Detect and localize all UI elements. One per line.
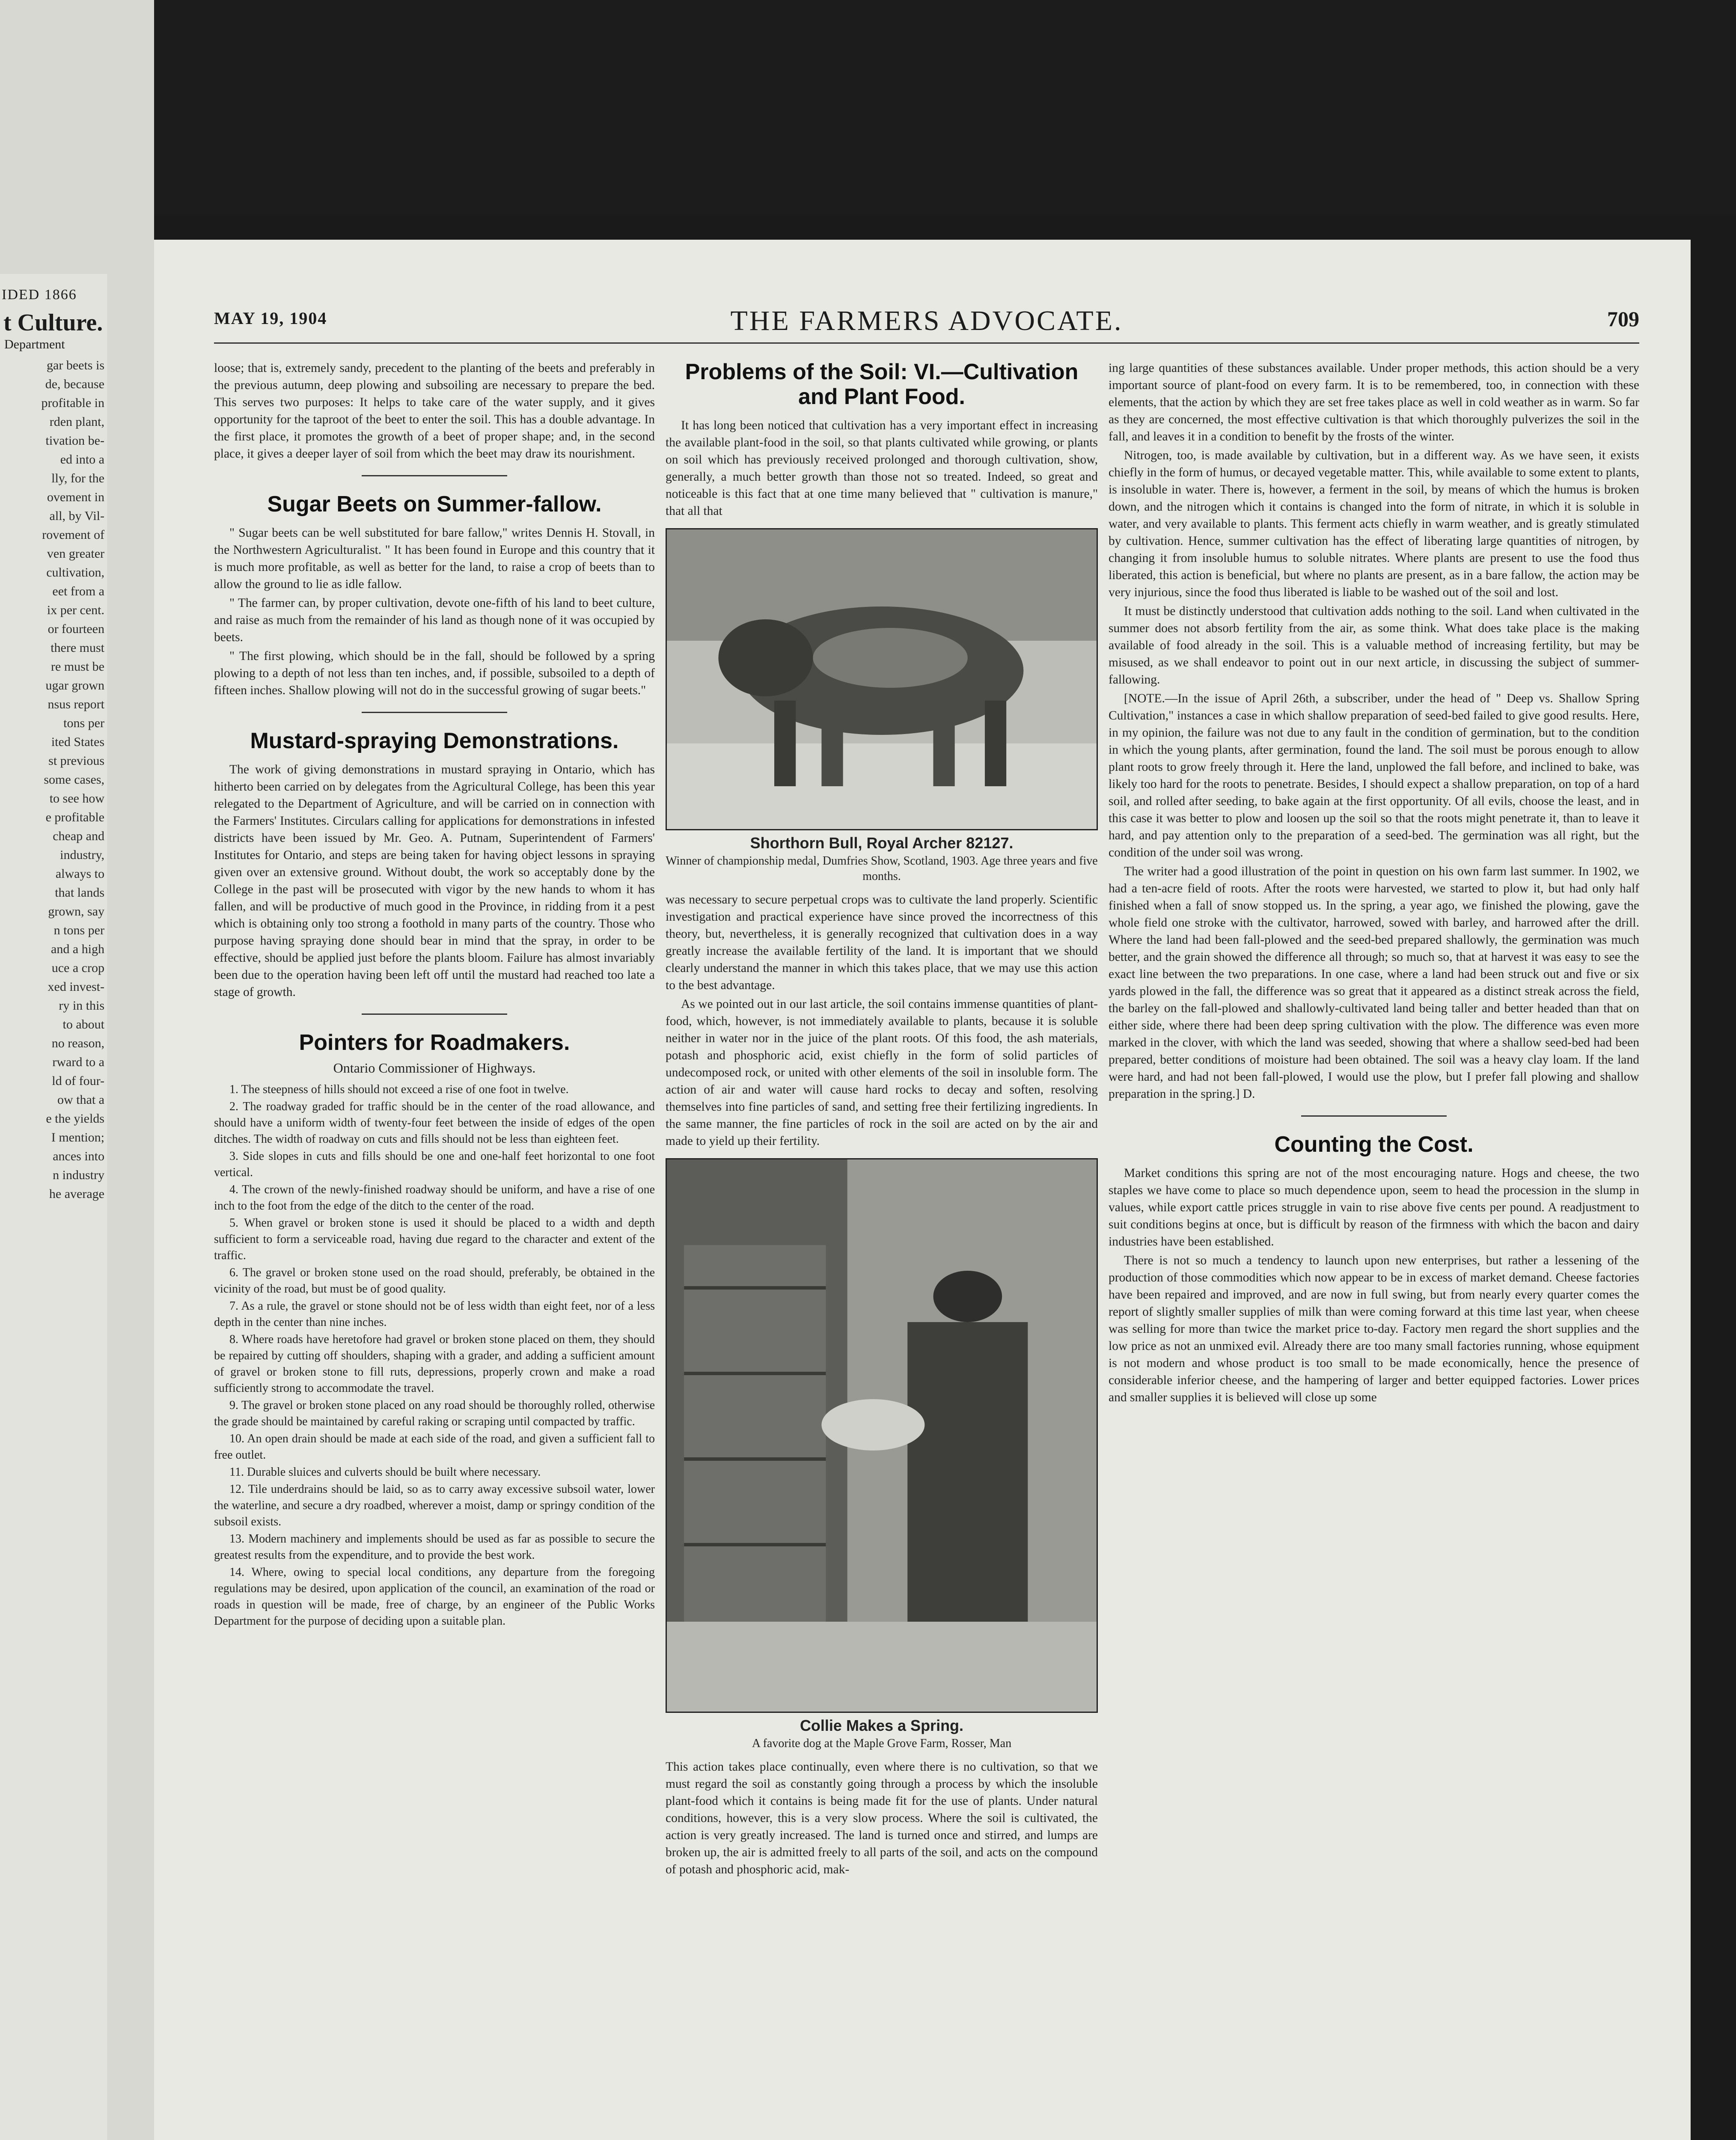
figure-collie	[666, 1158, 1098, 1751]
text-fragment: uce a crop	[51, 961, 104, 975]
list-item: 4. The crown of the newly-finished roadway should be uniform, and have a rise of one inch to the foot from the edge of the ditch to the center of the road.	[214, 1183, 655, 1213]
text-fragment: gar beets is	[47, 358, 104, 372]
divider	[362, 1014, 507, 1015]
previous-page-subheading: Department	[4, 337, 65, 351]
list-item: 1. The steepness of hills should not exceed a rise of one foot in twelve.	[229, 1083, 569, 1096]
text-fragment: I mention;	[51, 1130, 104, 1144]
figure-bull	[666, 528, 1098, 884]
issue-date: MAY 19, 1904	[214, 309, 327, 328]
column-right	[1109, 360, 1639, 1408]
text-fragment: e the yields	[46, 1112, 104, 1126]
text-fragment: ry in this	[59, 999, 104, 1013]
text-fragment: ugar grown	[45, 678, 104, 693]
text-fragment: st previous	[48, 754, 104, 768]
article-paragraph: " The farmer can, by proper cultivation, devote one-fifth of his land to beet culture, and raise as much from the remainder of his land as though none of it was occupied by beets.	[214, 596, 655, 644]
text-fragment: no reason,	[51, 1036, 104, 1050]
text-fragment: ow that a	[57, 1093, 104, 1107]
article-title-summer-fallow: Sugar Beets on Summer-fallow.	[267, 492, 602, 517]
list-item: 14. Where, owing to special local conditions, any departure from the foregoing regulations may be desired, upon application of the council, an examination of the road or roads in question will be made, free of charge, by an engineer of the Public Works Department for the purpose of deciding upon a suitable plan.	[214, 1566, 655, 1628]
article-paragraph: It has long been noticed that cultivation has a very important effect in increasing the available plant-food in the soil, so that plants cultivated while growing, or plants on soil which has previously received prolonged and thorough cultivation, show, generally, a much better growth than those not so treated. Indeed, so great and noticeable is this fact that at one time many believed that " cultivation is manure," that all that	[666, 419, 1098, 518]
text-fragment: n tons per	[54, 923, 104, 937]
roadmaker-rules-list	[214, 1082, 655, 1629]
text-fragment: tons per	[63, 716, 104, 730]
text-fragment: some cases,	[44, 773, 104, 787]
text-fragment: cultivation,	[46, 565, 104, 580]
list-item: 13. Modern machinery and implements should be used as far as possible to secure the greatest results from the expenditure, and to provide the best work.	[214, 1532, 655, 1562]
figure-caption: Collie Makes a Spring.	[800, 1717, 964, 1734]
figure-subcaption: A favorite dog at the Maple Grove Farm, Rosser, Man	[752, 1737, 1012, 1750]
running-head	[214, 305, 1639, 344]
article-paragraph: This action takes place continually, even where there is no cultivation, so that we must regard the soil as constantly going through a process by which the insoluble plant-food which it contains is being made fit for the use of plants. Under natural conditions, however, this is a very slow process. Where the soil is cultivated, the action is very greatly increased. The land is turned once and stirred, and lumps are broken up, the air is admitted freely to all parts of the soil, and acts on the compound of potash and phosphoric acid, mak-	[666, 1760, 1098, 1876]
article-subtitle: Ontario Commissioner of Highways.	[333, 1060, 536, 1076]
list-item: 12. Tile underdrains should be laid, so as to carry away excessive subsoil water, lower the waterline, and secure a dry roadbed, wherever a moist, damp or springy condition of the subsoil exists.	[214, 1483, 655, 1528]
editor-note: The writer had a good illustration of the point in question on his own farm last summer. In 1902, we had a ten-acre field of roots. After the roots were harvested, we started to plow it, but had only half finished when a fall of snow stopped us. In the spring, a year ago, we finished the plowing, gave the whole field one stroke with the cultivator, harrowed, sowed with barley, and harrowed after the drill. Where the land had been fall-plowed and the seed-bed prepared shallowly, the germination was much better, and the grain showed the difference all through; so much so, that at harvest it was easy to see the exact line between the two preparations. In one case, where a land had been struck out and five or six yards plowed in the fall, the difference was so great that it appeared as a distinct streak across the field, the barley on the fall-plowed and shallowly-cultivated land being taller and better headed than that on either side, where there had been deep spring cultivation with the plow. The difference was even more marked in the clover, with which the land was seeded, showing that where a shallow seed-bed had been prepared, better conditions of moisture had been obtained. The soil was a heavy clay loam. If the land were hard, and had not been fall-plowed, I would use the plow, but I prefer fall plowing and shallow preparation in the spring.] D.	[1109, 865, 1639, 1101]
text-fragment: eet from a	[52, 584, 104, 598]
list-item: 10. An open drain should be made at each side of the road, and given a sufficient fall to free outlet.	[214, 1432, 655, 1462]
text-fragment: cheap and	[53, 829, 104, 843]
scan-top-band	[0, 0, 1736, 214]
list-item: 2. The roadway graded for traffic should be in the center of the road allowance, and should have a uniform width of twenty-four feet between the inside of edges of the open ditches. The width of roadway on cuts and fills should not be less than eighteen feet.	[214, 1100, 655, 1146]
previous-page-heading: t Culture.	[3, 309, 103, 336]
article-paragraph: ing large quantities of these substances available. Under proper methods, this action should be a very important source of plant-food on every farm. It is to be remembered, too, in connection with these elements, that the action by which they are set free takes place as well in cold weather as in warm. So far as they are concerned, the most effective cultivation is that which thoroughly pulverizes the soil in the fall, and leaves it in a condition to benefit by the frosts of the winter.	[1109, 361, 1639, 443]
text-fragment: lly, for the	[51, 471, 104, 485]
collie-illustration	[667, 1159, 1097, 1712]
text-fragment: to about	[62, 1017, 104, 1031]
text-fragment: xed invest-	[48, 980, 104, 994]
text-fragment: ed into a	[60, 452, 104, 467]
article-paragraph: " The first plowing, which should be in the fall, should be followed by a spring plowing to a depth of not less than ten inches, and, if possible, subsoiled to a depth of fifteen inches. Shallow plowing will not do in the successful growing of sugar beets."	[214, 649, 655, 697]
article-paragraph: loose; that is, extremely sandy, precedent to the planting of the beets and preferably in the previous autumn, deep plowing and subsoiling are necessary to prepare the bed. This serves two purposes: It helps to take care of the water supply, and it gives opportunity for the taproot of the beet to enter the soil. This has a double advantage. In the first place, it promotes the growth of a beet of proper shape; and, in the second place, it gives a deeper layer of soil from which the beet may draw its nourishment.	[214, 361, 655, 461]
text-fragment: to see how	[49, 791, 104, 805]
column-left	[214, 360, 655, 1630]
text-fragment: always to	[55, 867, 104, 881]
text-fragment: profitable in	[41, 396, 104, 410]
previous-page-header: IDED 1866	[2, 287, 77, 303]
text-fragment: grown, say	[48, 904, 104, 918]
article-paragraph: It must be distinctly understood that cultivation adds nothing to the soil. Land when cultivated in the summer does not absorb fertility from the air, as some think. What does take place is the making available of food already in the soil. This is a valuable method of increasing fertility, but may be misused, as we shall endeavor to point out in our next article, in discussing the subject of summer-fallowing.	[1109, 604, 1639, 687]
article-title-soil: Problems of the Soil: VI.—Cultivation and Plant Food.	[685, 360, 1079, 409]
article-paragraph: Market conditions this spring are not of the most encouraging nature. Hogs and cheese, the two staples we have come to place so much dependence upon, seem to head the procession in the slump in values, while export cattle prices struggle in vain to rise above five cents per pound. A readjustment to suit conditions begins at once, but is difficult by reason of the firmness with which the bacon and dairy industries have been established.	[1109, 1166, 1639, 1248]
text-fragment: ited States	[51, 735, 104, 749]
figure-subcaption: Winner of championship medal, Dumfries Show, Scotland, 1903. Age three years and five months.	[666, 854, 1098, 883]
bull-illustration	[667, 529, 1097, 829]
article-title-mustard: Mustard-spraying Demonstrations.	[250, 728, 619, 753]
text-fragment: and a high	[51, 942, 104, 956]
previous-page-text	[0, 352, 107, 1204]
editor-note: [NOTE.—In the issue of April 26th, a subscriber, under the head of " Deep vs. Shallow Spring Cultivation," instances a case in which shallow preparation of seed-bed failed to give good results. Here, in my opinion, the failure was not due to any fault in the condition of germination, but to the condition in which the young plants, after germination, found the land. The soil must be porous enough to allow plant roots to grow freely through it. Here the land, unplowed the fall before, and inclined to bake, was likely too hard for the roots to penetrate. Besides, I should expect a shallow preparation, on top of a hard soil, and rolled after seeding, to bake again at the first opportunity. Of all evils, choose the least, and in this case it was better to plow and loosen up the soil so that the roots might penetrate it, than to leave it hard, and pay attention only to the preparation of a seed-bed. The germination was all right, but the condition of the under soil was wrong.	[1109, 692, 1639, 859]
text-fragment: industry,	[60, 848, 104, 862]
text-fragment: nsus report	[48, 697, 104, 711]
text-fragment: rovement of	[42, 528, 104, 542]
text-fragment: or fourteen	[48, 622, 104, 636]
article-paragraph: As we pointed out in our last article, the soil contains immense quantities of plant-food, which, however, is not immediately available to plants, because it is soluble neither in water nor in the juice of the plant roots. Of this food, the ash materials, potash and phosphoric acid, exist chiefly in the form of solid particles of undecomposed rock, or united with other elements of the soil in insoluble form. The action of air and water will cause hard rocks to decay and soften, resolving themselves into fine particles of sand, and setting free their fertilizing ingredients. In the same manner, the fine particles of rock in the soil are acted on by the air and made to yield up their fertility.	[666, 997, 1098, 1148]
divider	[362, 712, 507, 713]
text-fragment: all, by Vil-	[49, 509, 104, 523]
article-paragraph: The work of giving demonstrations in mustard spraying in Ontario, which has hitherto been carried on by delegates from the Agricultural College, has been this year relegated to the Department of Agriculture, and will be carried on in connection with the Farmers' Institutes. Circulars calling for applications for demonstrations in infested districts have been issued by Mr. Geo. A. Putnam, Superintendent of Farmers' Institutes for Ontario, and steps are being taken for having object lessons in spraying given over an extensive ground. Without doubt, the work so acceptably done by the College in the past will be prosecuted with vigor by the new hands to whom it has fallen, and will be productive of much good in the Province, in ridding from it a pest which is obtaining only too strong a foothold in many parts of the country. Those who purpose having spraying done should bear in mind that the spray, in order to be effective, should be applied just before the plants bloom. Failure has almost invariably been due to the operation having been left off until the mustard had reached too late a stage of growth.	[214, 763, 655, 999]
text-fragment: ld of four-	[52, 1074, 104, 1088]
bull-photo	[666, 528, 1098, 830]
list-item: 11. Durable sluices and culverts should be built where necessary.	[229, 1465, 541, 1479]
text-fragment: re must be	[51, 660, 104, 674]
text-fragment: he average	[49, 1187, 104, 1201]
text-fragment: ix per cent.	[47, 603, 104, 617]
text-fragment: de, because	[45, 377, 104, 391]
page-number: 709	[1607, 307, 1639, 331]
article-paragraph: There is not so much a tendency to launch upon new enterprises, but rather a lessening of the production of those commodities which now appear to be in excess of market demand. Cheese factories have been repaired and improved, and are now in full swing, but from nearly every quarter comes the report of slightly smaller supplies of milk than were coming forward at this time last year, when cheese was selling for more than twice the market price to-day. Factory men regard the short supplies and the low price as not an unmixed evil. Already there are too many small factories running, whose equipment is not modern and whose product is too small to be made economically, hence the presence of considerable inferior cheese, and the hampering of larger and better equipped factories. Lower prices and smaller supplies it is believed will close up some	[1109, 1254, 1639, 1404]
text-fragment: ances into	[53, 1149, 104, 1163]
list-item: 8. Where roads have heretofore had gravel or broken stone placed on them, they should be repaired by cutting off shoulders, shaping with a grader, and adding a sufficient amount of gravel or broken stone to fill ruts, depressions, properly crown and make a road sufficiently strong to accommodate the travel.	[214, 1333, 655, 1395]
text-fragment: e profitable	[45, 810, 104, 824]
divider	[1301, 1115, 1447, 1117]
text-fragment: ven greater	[47, 547, 104, 561]
text-fragment: ovement in	[47, 490, 104, 504]
list-item: 3. Side slopes in cuts and fills should be one and one-half feet horizontal to one foot vertical.	[214, 1150, 655, 1179]
article-title-cost: Counting the Cost.	[1274, 1132, 1474, 1157]
previous-page-edge	[0, 274, 107, 2140]
text-fragment: there must	[51, 641, 104, 655]
text-fragment: rden plant,	[49, 415, 104, 429]
collie-photo	[666, 1158, 1098, 1713]
list-item: 9. The gravel or broken stone placed on any road should be thoroughly rolled, otherwise the grade should be maintained by careful raking or scraping until compacted by traffic.	[214, 1399, 655, 1428]
list-item: 6. The gravel or broken stone used on the road should, preferably, be obtained in the vicinity of the road, but must be of good quality.	[214, 1266, 655, 1296]
text-fragment: that lands	[55, 886, 104, 900]
column-middle	[666, 360, 1098, 1880]
article-paragraph: Nitrogen, too, is made available by cultivation, but in a different way. As we have seen, it exists chiefly in the form of humus, or decayed vegetable matter. This, while available to some extent to plants, is insoluble in water. There is, however, a ferment in the soil, by means of which the humus is broken down, and the nitrogen which it contains is changed into the form of nitrate, in which it is soluble in water, and very available to plants. This ferment acts chiefly in warm weather, and is greatly stimulated by cultivation. Hence, summer cultivation has the effect of liberating large quantities of nitrogen, by changing it from insoluble humus to soluble nitrates. Where plants are present to use the food thus liberated, this action is beneficial, but where no plants are present, as in a bare fallow, the action may be very injurious, since the food thus liberated is liable to be washed out of the soil and lost.	[1109, 449, 1639, 599]
list-item: 5. When gravel or broken stone is used it should be placed to a width and depth sufficient to form a serviceable road, having due regard to the character and extent of the traffic.	[214, 1216, 655, 1262]
figure-caption: Shorthorn Bull, Royal Archer 82127.	[750, 834, 1014, 852]
article-paragraph: was necessary to secure perpetual crops was to cultivate the land properly. Scientific investigation and practical experience have since proved the incorrectness of this theory, but, nevertheless, it is generally recognized that cultivation does in a way greatly increase the available fertility of the land. It is important that we should clearly understand the manner in which this takes place, that we may use this action to the best advantage.	[666, 893, 1098, 992]
article-title-roadmakers: Pointers for Roadmakers.	[299, 1030, 570, 1055]
divider	[362, 475, 507, 476]
list-item: 7. As a rule, the gravel or stone should not be of less width than eight feet, nor of a less depth in the center than nine inches.	[214, 1299, 655, 1329]
article-paragraph: " Sugar beets can be well substituted for bare fallow," writes Dennis H. Stovall, in the Northwestern Agriculturalist. " It has been found in Europe and this country that it is much more profitable, as well as better for the land, to raise a crop of beets than to allow the ground to lie as idle fallow.	[214, 526, 655, 591]
newspaper-page	[154, 240, 1691, 2140]
text-fragment: n industry	[53, 1168, 104, 1182]
text-fragment: tivation be-	[45, 434, 104, 448]
publication-title: THE FARMERS ADVOCATE.	[730, 305, 1123, 336]
text-fragment: rward to a	[52, 1055, 104, 1069]
